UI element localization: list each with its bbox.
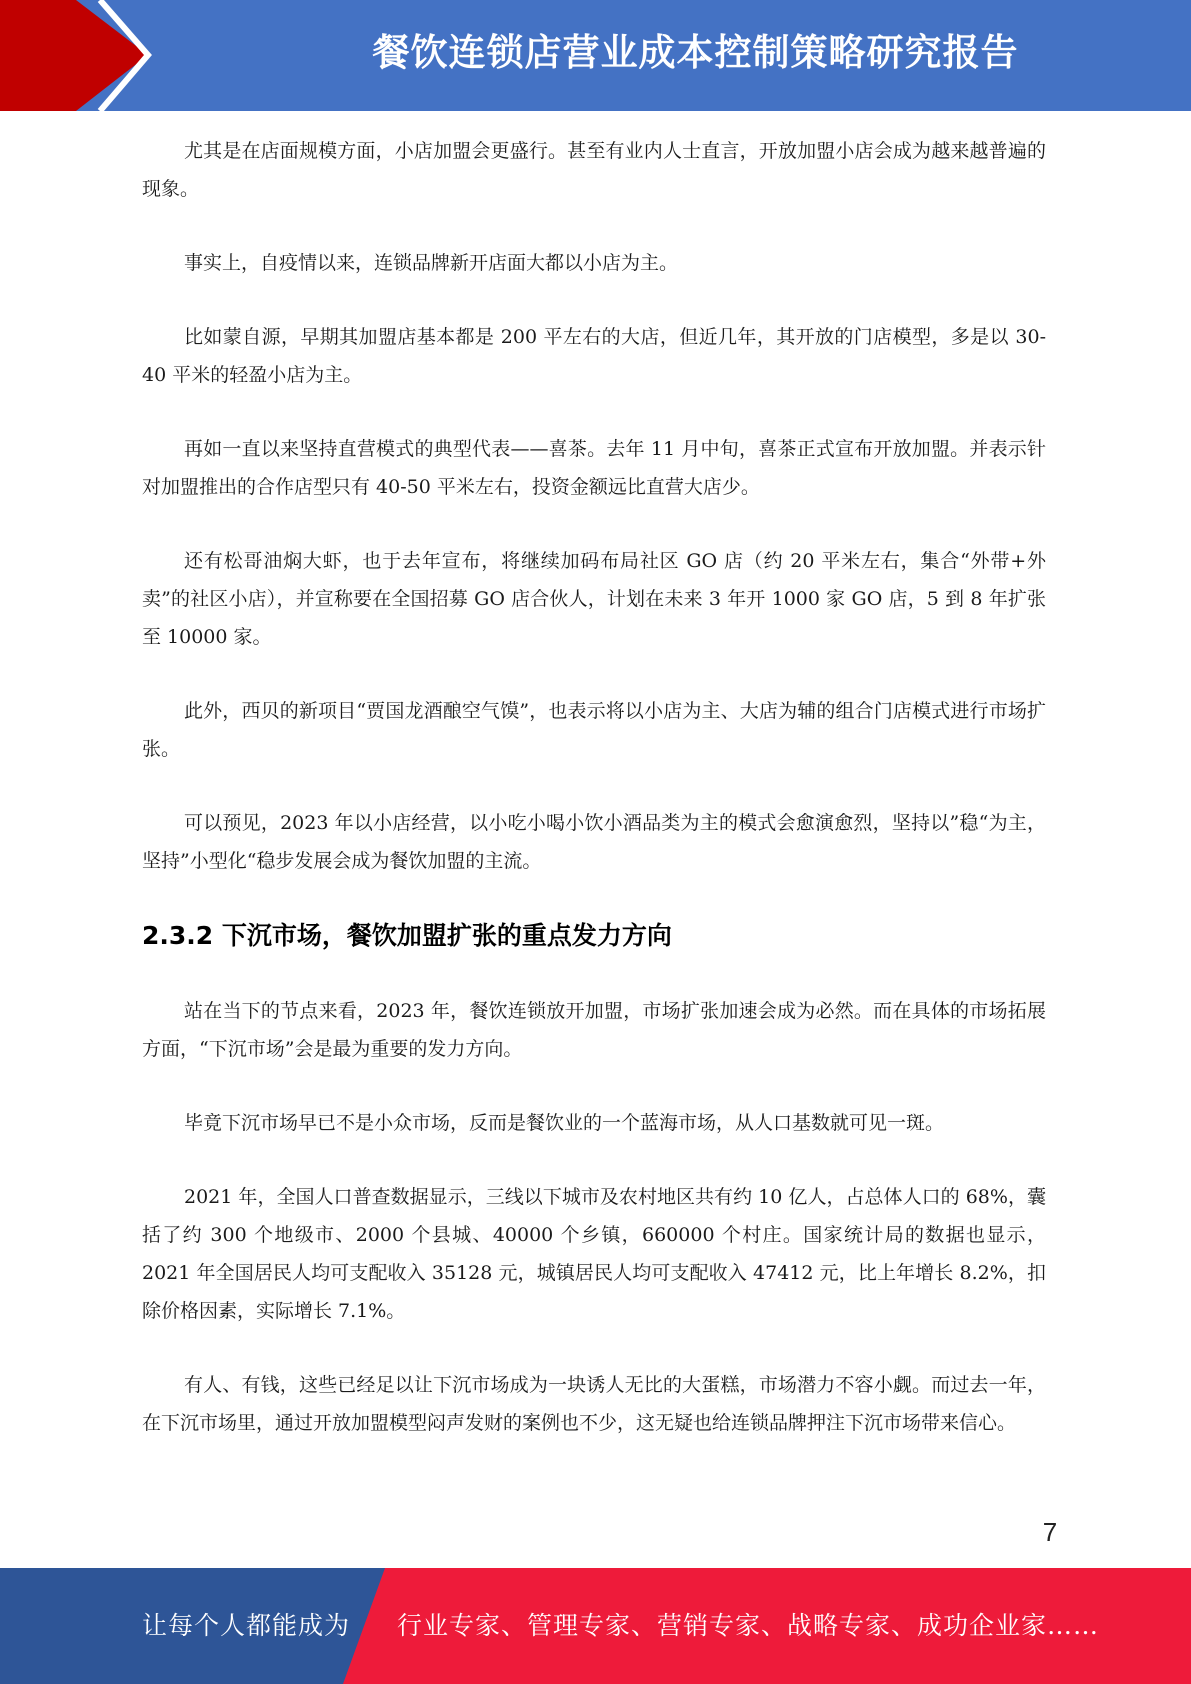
paragraph: 再如一直以来坚持直营模式的典型代表——喜茶。去年 11 月中旬，喜茶正式宣布开放加盟。并表示针对加盟推出的合作店型只有 40-50 平米左右，投资金额远比直营大店少。 [142,438,1046,498]
page-header [0,0,1191,111]
report-title: 餐饮连锁店营业成本控制策略研究报告 [372,31,1019,74]
paragraph: 比如蒙自源，早期其加盟店基本都是 200 平左右的大店，但近几年，其开放的门店模型，多是以 30-40 平米的轻盈小店为主。 [142,326,1046,386]
footer-slogan-left: 让每个人都能成为 [142,1611,351,1640]
paragraph: 事实上，自疫情以来，连锁品牌新开店面大都以小店为主。 [184,252,679,274]
paragraph: 尤其是在店面规模方面，小店加盟会更盛行。甚至有业内人士直言，开放加盟小店会成为越来越普遍的现象。 [142,140,1046,200]
paragraph: 有人、有钱，这些已经足以让下沉市场成为一块诱人无比的大蛋糕，市场潜力不容小觑。而过去一年，在下沉市场里，通过开放加盟模型闷声发财的案例也不少，这无疑也给连锁品牌押注下沉市场带来信心。 [142,1374,1046,1434]
paragraph: 还有松哥油焖大虾，也于去年宣布，将继续加码布局社区 GO 店（约 20 平米左右，集合“外带+外卖”的社区小店），并宣称要在全国招募 GO 店合伙人，计划在未来 3 年开 1000 家 GO 店，5 到 8 年扩张至 10000 家。 [142,550,1046,648]
page-footer [0,1568,1191,1684]
paragraph: 毕竟下沉市场早已不是小众市场，反而是餐饮业的一个蓝海市场，从人口基数就可见一斑。 [184,1112,945,1134]
paragraph: 可以预见，2023 年以小店经营，以小吃小喝小饮小酒品类为主的模式会愈演愈烈，坚持以”稳“为主，坚持”小型化“稳步发展会成为餐饮加盟的主流。 [142,812,1046,872]
paragraph: 2021 年，全国人口普查数据显示，三线以下城市及农村地区共有约 10 亿人，占总体人口的 68%，囊括了约 300 个地级市、2000 个县城、40000 个乡镇，660000 个村庄。国家统计局的数据也显示，2021 年全国居民人均可支配收入 35128 元，城镇居民人均可支配收入 47412 元，比上年增长 8.2%，扣除价格因素，实际增长 7.1%。 [142,1186,1046,1322]
paragraph: 此外，西贝的新项目“贾国龙酒酿空气馍”，也表示将以小店为主、大店为辅的组合门店模式进行市场扩张。 [142,700,1046,760]
page-number: 7 [1042,1517,1058,1547]
section-heading: 2.3.2 下沉市场，餐饮加盟扩张的重点发力方向 [142,921,672,950]
paragraph: 站在当下的节点来看，2023 年，餐饮连锁放开加盟，市场扩张加速会成为必然。而在具体的市场拓展方面，“下沉市场”会是最为重要的发力方向。 [142,1000,1046,1060]
footer-slogan-right: 行业专家、管理专家、营销专家、战略专家、成功企业家…… [397,1611,1100,1640]
document-body [142,132,1046,1478]
